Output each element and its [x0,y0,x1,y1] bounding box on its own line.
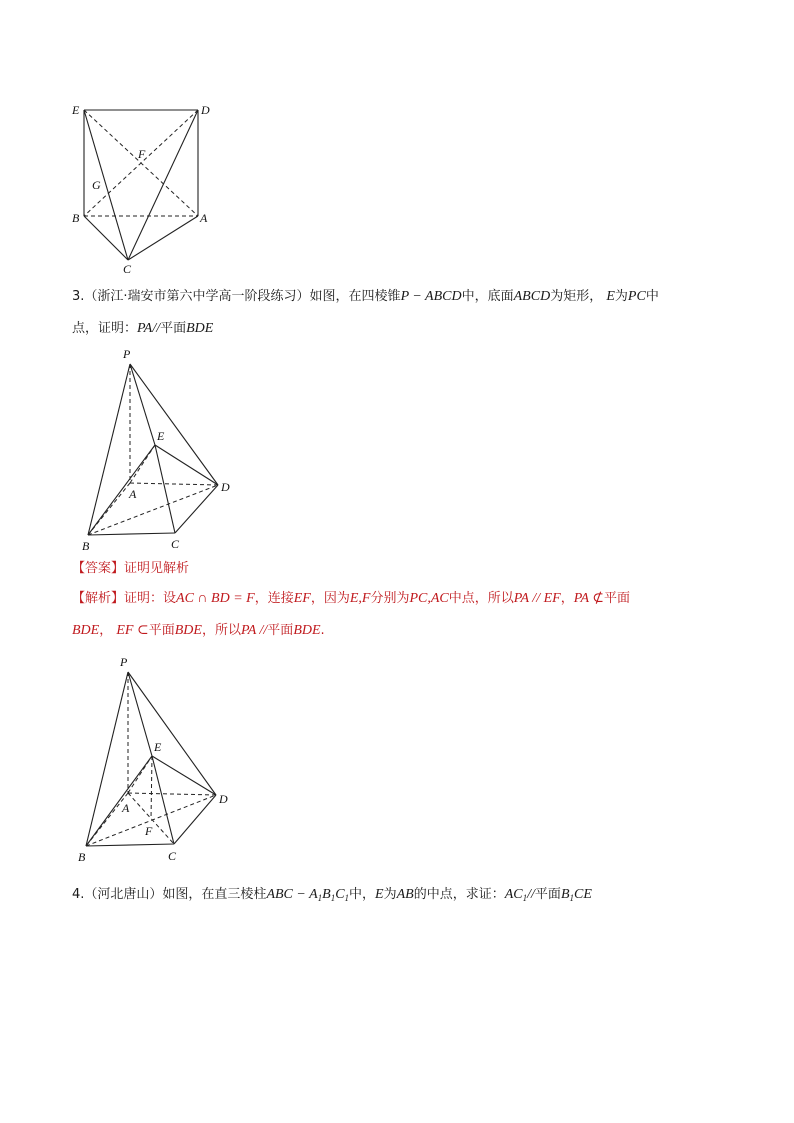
edge-PE [130,364,155,445]
label-A: A [122,801,130,815]
problem-3-line-1: 3.（浙江·瑞安市第六中学高一阶段练习）如图，在四棱锥P − ABCD中，底面ABCD为矩形， E为PC中 [72,289,659,304]
dashed-AE [128,756,152,793]
edge-PD [130,364,218,485]
edge-EC [155,445,175,533]
label-C: C [171,537,180,551]
label-C: C [123,262,132,276]
label-A: A [129,487,137,501]
answer-text: 证明见解析 [124,561,190,576]
label-F: F [138,147,146,161]
edge-PB [86,672,128,846]
edge-BC [88,533,175,535]
label-D: D [201,103,210,117]
label-G: G [92,178,101,192]
label-C: C [168,849,177,863]
edge-CD [175,485,218,533]
label-B: B [82,539,90,553]
answer-line [72,560,189,578]
dashed-AD [128,793,216,795]
analysis-line-1: 【解析】证明：设AC ∩ BD = F，连接EF，因为E,F分别为PC,AC中点，所以PA // EF，PA ⊄平面 [72,591,631,606]
problem-3-number: 3 [72,289,81,304]
label-A: A [200,211,208,225]
dashed-EF [151,756,152,819]
edge-PE [128,672,152,756]
answer-tag: 【答案】 [72,561,125,576]
problem-3-line-2: 点，证明：PA//平面BDE [72,321,214,336]
edge-ED [155,445,218,485]
dashed-BD [88,485,218,535]
dashed-BD [86,795,216,846]
edge-BC [86,844,174,846]
edge-BE [88,445,155,535]
analysis-tag: 【解析】 [72,591,125,606]
label-F: F [145,824,153,838]
figure-1-prism [60,96,220,276]
problem-4-number: 4 [72,887,81,902]
label-B: B [78,850,86,864]
analysis-line-2: BDE， EF ⊂平面BDE，所以PA //平面BDE. [72,623,325,638]
dashed-AD [130,483,218,485]
label-E: E [154,740,162,754]
figure-2-pyramid [70,340,250,555]
label-D: D [221,480,230,494]
edge-BE [86,756,152,846]
problem-4-line-1: 4.（河北唐山）如图，在直三棱柱ABC − $A_1B_1C_1$中，E为AB的中点，求证：$AC_1//$平面$B_1CE$ [72,887,592,903]
dashed-AE [130,445,155,483]
edge-ED [152,756,216,795]
label-E: E [157,429,165,443]
label-P: P [120,655,128,669]
edge-PD [128,672,216,795]
edge-PB [88,364,130,535]
edge-CD [174,795,216,844]
label-E: E [72,103,80,117]
label-B: B [72,211,80,225]
edge-EC [152,756,174,844]
label-D: D [219,792,228,806]
label-P: P [123,347,131,361]
figure-3-pyramid [70,650,250,865]
